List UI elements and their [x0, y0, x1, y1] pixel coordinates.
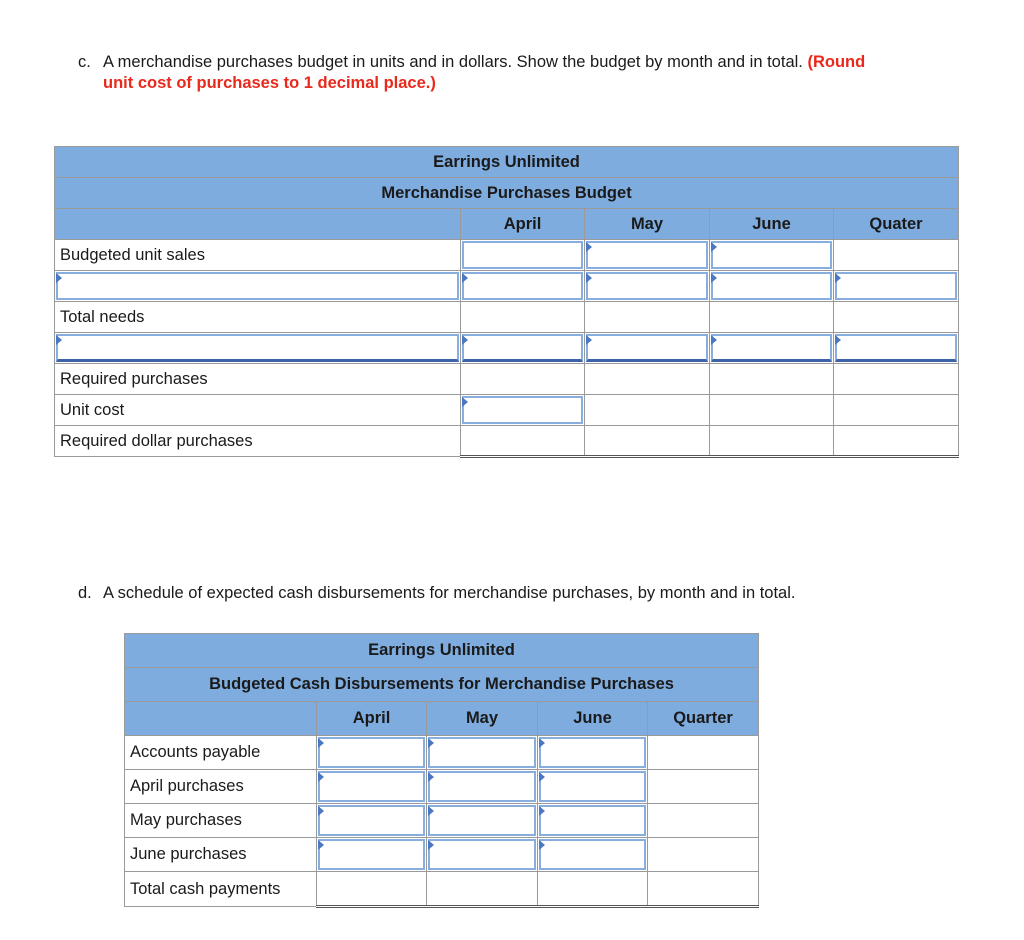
value-cell: [461, 426, 585, 457]
input-cell[interactable]: [461, 240, 585, 271]
input-cell[interactable]: [834, 333, 959, 364]
table-d-col-june: June: [538, 702, 648, 736]
input-cell[interactable]: [538, 770, 648, 804]
input-cell[interactable]: [710, 333, 834, 364]
value-cell: [834, 395, 959, 426]
value-cell: [648, 736, 759, 770]
input-cell[interactable]: [538, 804, 648, 838]
input-cell[interactable]: [427, 838, 538, 872]
value-cell: [834, 426, 959, 457]
row-label-total-needs: Total needs: [55, 302, 461, 333]
row-label-required-dollar-purchases: Required dollar purchases: [55, 426, 461, 457]
row-label-accounts-payable: Accounts payable: [125, 736, 317, 770]
input-cell[interactable]: [317, 770, 427, 804]
input-cell[interactable]: [585, 240, 710, 271]
value-cell: [710, 302, 834, 333]
table-row: [55, 364, 959, 395]
row-label-may-purchases: May purchases: [125, 804, 317, 838]
input-cell[interactable]: [317, 804, 427, 838]
value-cell: [427, 872, 538, 907]
value-cell: [648, 770, 759, 804]
input-cell[interactable]: [427, 804, 538, 838]
part-c-text: [103, 52, 865, 73]
table-c-title: Merchandise Purchases Budget: [55, 178, 959, 209]
table-d-company: Earrings Unlimited: [125, 634, 759, 668]
table-c-col-april: April: [461, 209, 585, 240]
value-cell: [317, 872, 427, 907]
cash-disbursements-table: [124, 633, 759, 908]
input-cell[interactable]: [427, 770, 538, 804]
table-row: [55, 426, 959, 457]
input-cell[interactable]: [834, 271, 959, 302]
row-label-april-purchases: April purchases: [125, 770, 317, 804]
value-cell: [710, 364, 834, 395]
table-c-header-blank: [55, 209, 461, 240]
table-c-company: Earrings Unlimited: [55, 147, 959, 178]
table-d-col-april: April: [317, 702, 427, 736]
row-label-input[interactable]: [55, 333, 461, 364]
table-c-col-may: May: [585, 209, 710, 240]
row-label-budgeted-unit-sales: Budgeted unit sales: [55, 240, 461, 271]
table-row: [55, 271, 959, 302]
row-label-june-purchases: June purchases: [125, 838, 317, 872]
input-cell[interactable]: [317, 838, 427, 872]
value-cell: [834, 364, 959, 395]
part-d-text: A schedule of expected cash disbursements for merchandise purchases, by month and in total.: [103, 584, 796, 602]
table-d-header-blank: [125, 702, 317, 736]
table-row: [125, 736, 759, 770]
part-d-label: d.: [78, 584, 92, 602]
value-cell: [710, 426, 834, 457]
input-cell[interactable]: [427, 736, 538, 770]
value-cell: [648, 872, 759, 907]
table-c-col-june: June: [710, 209, 834, 240]
value-cell: [648, 838, 759, 872]
part-c-round-note: (Round: [807, 53, 866, 71]
value-cell: [585, 395, 710, 426]
input-cell[interactable]: [710, 271, 834, 302]
merchandise-purchases-table: [54, 146, 959, 458]
value-cell: [834, 302, 959, 333]
input-cell[interactable]: [538, 838, 648, 872]
value-cell: [585, 364, 710, 395]
input-cell[interactable]: [461, 395, 585, 426]
value-cell: [461, 364, 585, 395]
value-cell: [585, 302, 710, 333]
table-row: [125, 838, 759, 872]
row-label-required-purchases: Required purchases: [55, 364, 461, 395]
input-cell[interactable]: [317, 736, 427, 770]
input-cell[interactable]: [461, 333, 585, 364]
table-row: [55, 302, 959, 333]
input-cell[interactable]: [710, 240, 834, 271]
value-cell: [538, 872, 648, 907]
table-row: [55, 333, 959, 364]
value-cell: [648, 804, 759, 838]
row-label-total-cash-payments: Total cash payments: [125, 872, 317, 907]
row-label-input[interactable]: [55, 271, 461, 302]
part-c-instructions: [78, 52, 978, 96]
table-row: [125, 804, 759, 838]
input-cell[interactable]: [538, 736, 648, 770]
part-d-instructions: [78, 583, 978, 605]
value-cell: [461, 302, 585, 333]
input-cell[interactable]: [461, 271, 585, 302]
part-c-question: A merchandise purchases budget in units and in dollars. Show the budget by month and in total.: [103, 53, 803, 71]
table-row: [55, 240, 959, 271]
value-cell: [834, 240, 959, 271]
table-d-col-may: May: [427, 702, 538, 736]
table-c-col-quarter: Quater: [834, 209, 959, 240]
part-c-round-note-2: unit cost of purchases to 1 decimal place.): [103, 74, 436, 92]
part-c-label: c.: [78, 53, 91, 71]
input-cell[interactable]: [585, 333, 710, 364]
input-cell[interactable]: [585, 271, 710, 302]
table-d-col-quarter: Quarter: [648, 702, 759, 736]
value-cell: [585, 426, 710, 457]
value-cell: [710, 395, 834, 426]
table-row: [125, 872, 759, 907]
row-label-unit-cost: Unit cost: [55, 395, 461, 426]
table-row: [55, 395, 959, 426]
table-d-title: Budgeted Cash Disbursements for Merchandise Purchases: [125, 668, 759, 702]
table-row: [125, 770, 759, 804]
